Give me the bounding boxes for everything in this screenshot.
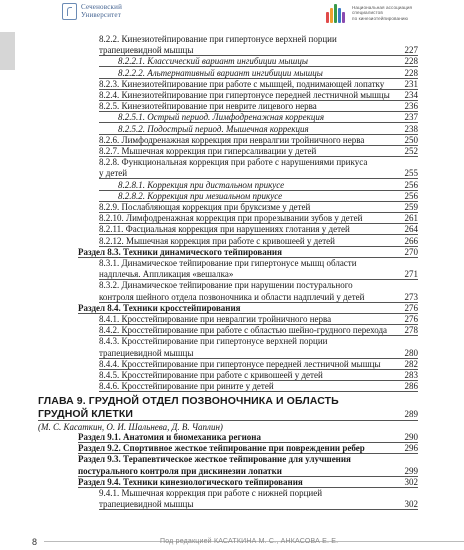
toc-entry-text: 8.2.12. Мышечная коррекция при работе с кривошеей у детей	[99, 235, 335, 246]
toc-entry-page: 231	[404, 78, 418, 89]
toc-entry-text: 8.2.2. Кинезиотейпирование при гипертонусе верхней порции	[99, 34, 337, 44]
footer-editor-text: Под редакцией КАСАТКИНА М. С., АНКАСОВА Е. Е.	[160, 538, 339, 545]
toc-entry-text: 8.2.9. Послабляющая коррекция при бруксизме у детей	[99, 202, 311, 212]
toc-entry-text: 8.2.11. Фасциальная коррекция при нарушениях глотания у детей	[99, 224, 350, 235]
toc-entry-text: Раздел 9.1. Анатомия и биомеханика региона	[78, 432, 261, 442]
toc-entry-text: 8.2.8.2. Коррекция при мезиальном прикусе	[118, 190, 283, 201]
toc-entry-text: 8.2.10. Лимфодренажная коррекция при прорезывании зубов у детей	[99, 213, 363, 224]
toc-entry-page: 280	[404, 347, 418, 358]
toc-entry-page: 283	[404, 370, 418, 380]
toc-entry-page: 259	[404, 202, 418, 212]
toc-entry-page: 228	[404, 56, 418, 67]
chapter-page: 289	[404, 409, 418, 419]
toc-entry-text: 8.2.8.1. Коррекция при дистальном прикусе	[118, 179, 285, 190]
toc-entry-page: 296	[404, 443, 418, 454]
toc-entry-text: 8.4.1. Кросстейпирование при невралгии тройничного нерва	[99, 314, 332, 324]
toc-entry-text: 8.2.7. Мышечная коррекция при гиперсаливации у детей	[99, 146, 317, 156]
page-number: 8	[32, 537, 38, 547]
toc-entry-text: 8.3.1. Динамическое тейпирование при гипертонусе мышц области	[99, 258, 357, 268]
toc-entry-page: 252	[404, 146, 418, 156]
toc-entry-text: 8.2.5. Кинезиотейпирование при неврите лицевого нерва	[99, 101, 317, 112]
toc-entry-underline	[99, 509, 418, 510]
toc-entry-text: надплечья. Аппликация «вешалка»	[99, 269, 234, 280]
toc-entry-page: 302	[404, 476, 418, 487]
toc-entry-text: 8.4.5. Кросстейпирование при работе с кривошеей у детей	[99, 370, 323, 380]
toc-entry-text: постурального контроля при дискинезии лопатки	[78, 465, 282, 476]
toc-entry-text: 8.2.6. Лимфодренажная коррекция при невралгии тройничного нерва	[99, 134, 365, 145]
toc-entry-page: 256	[404, 179, 418, 190]
toc-entry-text: 9.4.1. Мышечная коррекция при работе с нижней порцией	[99, 488, 323, 498]
toc-entry-page: 238	[404, 123, 418, 134]
toc-entry-page: 228	[404, 67, 418, 78]
toc-entry-page: 290	[404, 432, 418, 442]
toc-entry-page: 278	[404, 325, 418, 336]
toc-entry-text: 8.2.2.2. Альтернативный вариант ингибиции мышцы	[118, 67, 323, 78]
toc-entry-page: 286	[404, 381, 418, 392]
toc-entry-page: 282	[404, 358, 418, 369]
toc-entry-text: трапециевидной мышцы	[99, 45, 194, 56]
toc-entry-page: 276	[404, 314, 418, 324]
chapter-underline	[38, 420, 418, 421]
chapter-title-line2: ГРУДНОЙ КЛЕТКИ	[38, 408, 134, 420]
toc-entry-page: 256	[404, 190, 418, 201]
toc-entry-text: 8.2.5.1. Острый период. Лимфодренажная коррекция	[118, 112, 325, 123]
toc-entry-text: Раздел 8.3. Техники динамического тейпирования	[78, 246, 282, 257]
toc-entry-text: 8.4.6. Кросстейпирование при рините у детей	[99, 381, 274, 392]
toc-entry-text: 8.2.5.2. Подострый период. Мышечная коррекция	[118, 123, 309, 134]
toc-entry-page: 261	[404, 213, 418, 224]
toc-entry-text: трапециевидной мышцы	[99, 347, 194, 358]
toc-entry-page: 276	[404, 302, 418, 313]
toc-entry-text: Раздел 8.4. Техники кросстейпирования	[78, 302, 241, 313]
association-logo-text: Национальная ассоциация специалистов по кинезиотейпированию	[352, 5, 413, 21]
toc-entry-text: 8.3.2. Динамическое тейпирование при нарушении постурального	[99, 280, 353, 291]
toc-entry-page: 270	[404, 246, 418, 257]
toc-entry-page: 273	[404, 291, 418, 302]
toc-entry-page: 234	[404, 90, 418, 100]
toc-entry-text: 8.4.3. Кросстейпирование при гипертонусе верхней порции	[99, 336, 328, 347]
toc-entry-text: Раздел 9.2. Спортивное жесткое тейпирование при повреждении ребер	[78, 443, 365, 454]
toc-entry-text: трапециевидной мышцы	[99, 499, 194, 510]
toc-entry-text: Раздел 9.4. Техники кинезиологического тейпирования	[78, 476, 303, 487]
toc-entry-page: 264	[404, 224, 418, 235]
toc-entry-page: 266	[404, 235, 418, 246]
toc-entry-page: 299	[404, 465, 418, 476]
toc-entry-text: 8.2.3. Кинезиотейпирование при работе с мышцей, поднимающей лопатку	[99, 78, 385, 89]
toc-entry-text: 8.2.8. Функциональная коррекция при работе с нарушениями прикуса	[99, 157, 368, 168]
toc-entry-page: 271	[404, 269, 418, 280]
toc-entry-text: Раздел 9.3. Терапевтическое жесткое тейпирование для улучшения	[78, 454, 351, 465]
toc-entry-text: у детей	[99, 168, 128, 179]
chapter-authors: (М. С. Касаткин, О. И. Шальнева, Д. В. Чаплин)	[38, 422, 223, 432]
toc-entry-text: 8.4.4. Кросстейпирование при гипертонусе передней лестничной мышцы	[99, 358, 381, 369]
toc-entry-text: 8.4.2. Кросстейпирование при работе с областью шейно-грудного перехода	[99, 325, 388, 336]
toc-entry-text: 8.2.4. Кинезиотейпирование при гипертонусе передней лестничной мышцы	[99, 90, 390, 100]
toc-entry-page: 227	[404, 45, 418, 56]
chapter-title-line1: ГЛАВА 9. ГРУДНОЙ ОТДЕЛ ПОЗВОНОЧНИКА И ОБЛАСТЬ	[38, 395, 339, 407]
toc-entry-page: 236	[404, 101, 418, 112]
toc-entry-page: 237	[404, 112, 418, 123]
toc-entry-text: 8.2.2.1. Классический вариант ингибиции мышцы	[118, 56, 308, 67]
toc-entry-underline	[99, 391, 418, 392]
toc-entry-page: 302	[404, 499, 418, 510]
toc-entry-page: 250	[404, 134, 418, 145]
toc-entry-text: контроля шейного отдела позвоночника и области надплечий у детей	[99, 291, 365, 302]
university-logo-text: Сеченовский Университет	[81, 3, 123, 19]
toc-entry-page: 255	[404, 168, 418, 179]
